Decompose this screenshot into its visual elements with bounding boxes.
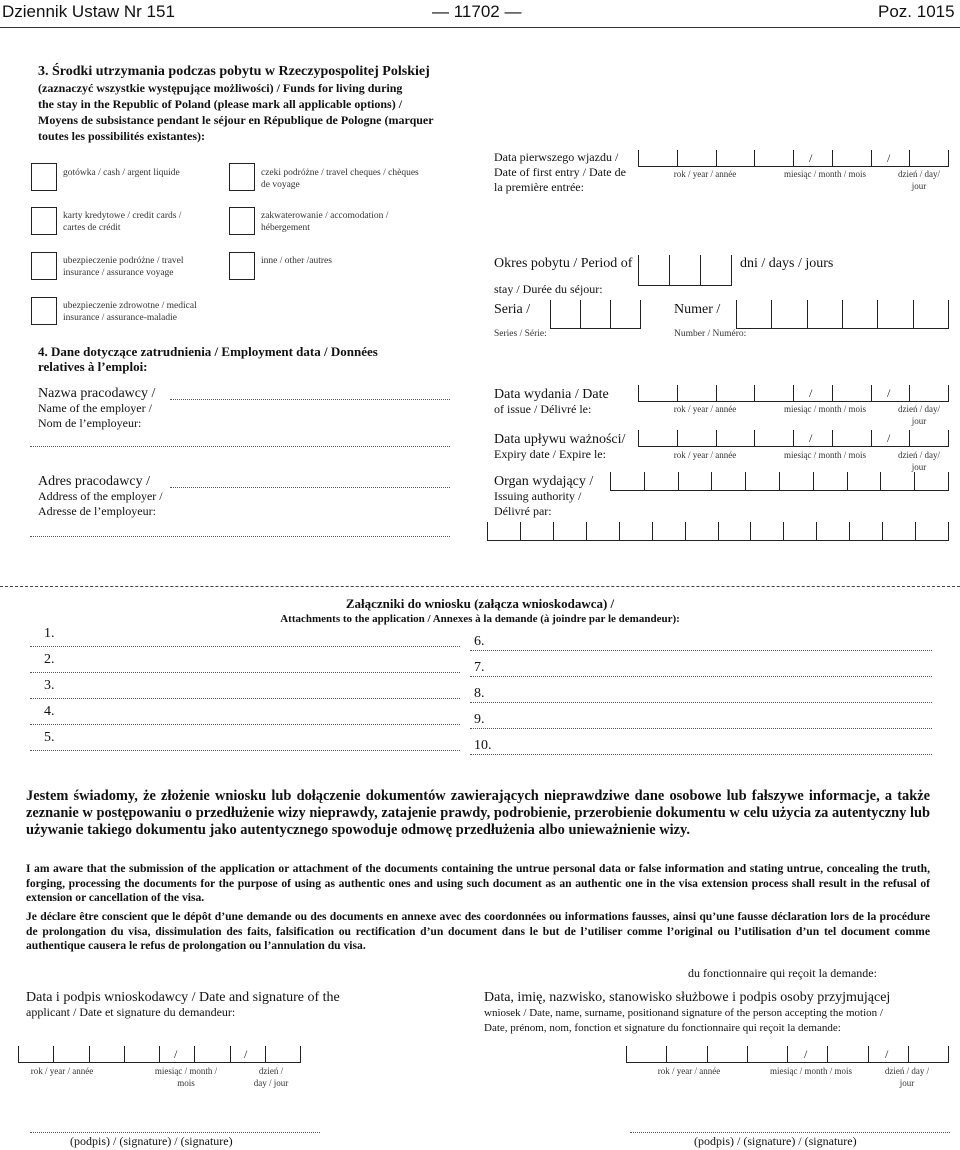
- date-tick: [832, 430, 833, 447]
- employer-address-label: [38, 474, 288, 519]
- field-tick: [652, 522, 653, 541]
- attachment-line[interactable]: [30, 698, 460, 699]
- applicant-signature-label: [26, 990, 356, 1020]
- date-tick: [707, 1046, 708, 1063]
- date-separator: /: [809, 151, 813, 165]
- series-tick: [640, 300, 641, 329]
- page-number: — 11702 —: [432, 2, 522, 21]
- date-tick: [716, 150, 717, 167]
- first-entry-line: Date of first entry / Date de: [494, 165, 626, 179]
- authority-label-line: Délivré par:: [494, 504, 552, 518]
- date-tick: [716, 385, 717, 402]
- year-caption: rok / year / année: [673, 450, 737, 460]
- field-tick: [882, 522, 883, 541]
- date-tick: [53, 1046, 54, 1063]
- date-separator: /: [887, 431, 891, 445]
- journal-name: Dziennik Ustaw Nr 151: [2, 2, 175, 21]
- attachment-number: 7.: [474, 660, 485, 675]
- applicant-signature-line[interactable]: [30, 1132, 320, 1133]
- authority-label-line: Organ wydający /: [494, 474, 594, 489]
- month-caption: miesiąc / month / mois: [784, 404, 866, 414]
- date-separator: /: [887, 151, 891, 165]
- date-tick: [677, 430, 678, 447]
- date-separator: /: [885, 1047, 889, 1061]
- day-caption: dzień / day/: [898, 450, 940, 460]
- field-tick: [644, 472, 645, 491]
- cut-line: [0, 586, 960, 587]
- option-medical-line: insurance / assurance-maladie: [63, 313, 177, 323]
- employer-label-line: Nom de l’employeur:: [38, 416, 142, 430]
- declaration-fr: Je déclare être conscient que le dépôt d’une demande ou des documents en annexe avec des coordonnées ou informations fausses, ainsi qu’une fausse déclaration lors de la procédure de prolongation du visa, dissimulation des faits, falsification ou rectification d’un document dans le but de l’utiliser comme l’original ou l’utilisation d’un tel document comme authentique causera le refus de prolongation ou l’annulation du visa.: [26, 910, 930, 952]
- option-cheques-label: [261, 167, 419, 191]
- first-entry-line: Data pierwszego wjazdu /: [494, 150, 619, 164]
- attachment-line[interactable]: [470, 650, 932, 651]
- option-accom-label: [261, 210, 388, 234]
- field-tick: [783, 522, 784, 541]
- date-tick: [909, 430, 910, 447]
- option-travel-ins-line: ubezpieczenie podróżne / travel: [63, 256, 184, 266]
- date-tick: [638, 385, 639, 402]
- option-cheques-line: de voyage: [261, 180, 300, 190]
- date-tick: [948, 430, 949, 447]
- month-caption-2: mois: [177, 1078, 195, 1088]
- attachment-number: 4.: [44, 704, 55, 719]
- section-3-title-line: 3. Środki utrzymania podczas pobytu w Rzeczypospolitej Polskiej: [38, 64, 430, 79]
- year-caption: rok / year / année: [30, 1066, 94, 1076]
- date-tick: [677, 385, 678, 402]
- month-caption: miesiąc / month /: [154, 1066, 218, 1076]
- option-medical-label: [63, 300, 197, 324]
- field-tick: [847, 472, 848, 491]
- official-signature-caption: (podpis) / (signature) / (signature): [694, 1134, 857, 1148]
- attachment-number: 10.: [474, 738, 492, 753]
- section-3-title: [38, 64, 488, 144]
- number-label: Numer /: [674, 302, 721, 317]
- date-tick: [89, 1046, 90, 1063]
- date-tick: [948, 150, 949, 167]
- date-tick: [871, 150, 872, 167]
- option-travel-ins-label: [63, 255, 184, 279]
- date-separator: /: [244, 1047, 248, 1061]
- series-label: Seria /: [494, 302, 531, 317]
- attachment-line[interactable]: [30, 724, 460, 725]
- date-tick: [827, 1046, 828, 1063]
- header-rule: [0, 27, 960, 28]
- date-tick: [300, 1046, 301, 1063]
- official-label-line: Date, prénom, nom, fonction et signature du fonctionnaire qui reçoit la demande:: [484, 1022, 841, 1034]
- field-tick: [711, 472, 712, 491]
- field-tick: [745, 472, 746, 491]
- official-signature-label: [484, 990, 954, 1036]
- field-tick: [779, 472, 780, 491]
- employer-label-line: Nazwa pracodawcy /: [38, 386, 156, 401]
- attachment-number: 9.: [474, 712, 485, 727]
- field-tick: [553, 522, 554, 541]
- date-tick: [909, 150, 910, 167]
- attachment-number: 8.: [474, 686, 485, 701]
- day-caption: dzień / day/: [898, 169, 940, 179]
- address-label-line: Adresse de l’employeur:: [38, 504, 156, 518]
- date-tick: [793, 430, 794, 447]
- attachment-number: 6.: [474, 634, 485, 649]
- number-sublabel: Number / Numéro:: [674, 329, 747, 339]
- field-tick: [880, 472, 881, 491]
- field-tick: [685, 522, 686, 541]
- date-tick: [677, 150, 678, 167]
- expiry-label-line: Expiry date / Expire le:: [494, 447, 606, 461]
- date-tick: [909, 385, 910, 402]
- date-tick: [638, 430, 639, 447]
- expiry-label-line: Data upływu ważności/: [494, 432, 626, 447]
- field-tick: [487, 522, 488, 541]
- section-3-title-line: Moyens de subsistance pendant le séjour en République de Pologne (marquer: [38, 113, 434, 127]
- issue-label-line: of issue / Délivré le:: [494, 402, 592, 416]
- field-tick: [948, 472, 949, 491]
- attachment-number: 2.: [44, 652, 55, 667]
- field-tick: [736, 300, 737, 329]
- year-caption: rok / year / année: [673, 169, 737, 179]
- official-label-line: Data, imię, nazwisko, stanowisko służbowe i podpis osoby przyjmującej: [484, 990, 891, 1005]
- applicant-label-line: applicant / Date et signature du demandeur:: [26, 1005, 236, 1019]
- date-tick: [747, 1046, 748, 1063]
- option-cheques-line: czeki podróżne / travel cheques / chèques: [261, 168, 419, 178]
- month-caption: miesiąc / month / mois: [784, 450, 866, 460]
- option-cash-label: gotówka / cash / argent liquide: [63, 168, 180, 178]
- attachment-line[interactable]: [470, 702, 932, 703]
- option-travel-ins-line: insurance / assurance voyage: [63, 268, 174, 278]
- checkbox-other[interactable]: [229, 252, 255, 280]
- day-caption-2: day / jour: [253, 1078, 289, 1088]
- date-tick: [793, 150, 794, 167]
- attachment-line[interactable]: [30, 750, 460, 751]
- date-tick: [754, 385, 755, 402]
- field-tick: [807, 300, 808, 329]
- date-tick: [194, 1046, 195, 1063]
- date-tick: [638, 150, 639, 167]
- attachment-number: 3.: [44, 678, 55, 693]
- date-tick: [832, 150, 833, 167]
- employer-name-label: [38, 386, 288, 431]
- month-caption: miesiąc / month / mois: [784, 169, 866, 179]
- date-tick: [871, 430, 872, 447]
- stay-tick: [700, 255, 701, 286]
- employer-label-line: Name of the employer /: [38, 401, 152, 415]
- field-tick: [520, 522, 521, 541]
- declaration-pl: Jestem świadomy, że złożenie wniosku lub dołączenie dokumentów zawierających nieprawdziwe dane osobowe lub fałszywe informacje, a także zeznanie w postępowaniu o przedłużenie wizy nieprawdy, zatajenie prawdy, podrobienie, przerobienie dokumentu w celu użycia za autentyczny lub używanie takiego dokumentu jako autentycznego spowoduje odmowę przedłużenia albo unieważnienie wizy.: [26, 788, 930, 838]
- attachment-line[interactable]: [30, 646, 460, 647]
- series-sublabel: Series / Série:: [494, 329, 547, 339]
- date-tick: [124, 1046, 125, 1063]
- year-caption: rok / year / année: [657, 1066, 721, 1076]
- day-caption: dzień /: [258, 1066, 284, 1076]
- date-tick: [871, 385, 872, 402]
- issue-date-label: [494, 387, 609, 417]
- date-tick: [265, 1046, 266, 1063]
- section-4-title: [38, 344, 378, 374]
- day-caption-2: jour: [911, 416, 927, 426]
- attachment-number: 5.: [44, 730, 55, 745]
- date-tick: [832, 385, 833, 402]
- address-label-line: Adres pracodawcy /: [38, 474, 150, 489]
- field-tick: [948, 522, 949, 541]
- checkbox-medical-insurance[interactable]: [31, 297, 57, 325]
- date-tick: [948, 385, 949, 402]
- attachments-title: Załączniki do wniosku (załącza wnioskodawca) /: [345, 596, 615, 611]
- attachment-line[interactable]: [30, 672, 460, 673]
- authority-label: [494, 474, 593, 519]
- option-cards-line: cartes de crédit: [63, 223, 121, 233]
- field-tick: [849, 522, 850, 541]
- section-3-title-line: the stay in the Republic of Poland (please mark all applicable options) /: [38, 97, 403, 111]
- field-tick: [914, 472, 915, 491]
- section-4-title-line: relatives à l’emploi:: [38, 359, 148, 374]
- year-caption: rok / year / année: [673, 404, 737, 414]
- first-entry-label: [494, 150, 626, 195]
- applicant-label-line: Data i podpis wnioskodawcy / Date and signature of the: [26, 990, 340, 1005]
- employer-name-field[interactable]: [170, 399, 450, 400]
- day-caption: dzień / day/: [898, 404, 940, 414]
- series-tick: [550, 300, 551, 329]
- month-caption: miesiąc / month / mois: [770, 1066, 852, 1076]
- employer-address-field-2[interactable]: [30, 536, 450, 537]
- attachments-subtitle: Attachments to the application / Annexes à la demande (à joindre par le demandeur):: [280, 613, 680, 625]
- option-accom-line: zakwaterowanie / accomodation /: [261, 211, 389, 221]
- applicant-signature-caption: (podpis) / (signature) / (signature): [70, 1134, 233, 1148]
- date-tick: [716, 430, 717, 447]
- date-tick: [868, 1046, 869, 1063]
- field-tick: [913, 300, 914, 329]
- date-tick: [793, 385, 794, 402]
- checkbox-credit-cards[interactable]: [31, 207, 57, 235]
- field-tick: [586, 522, 587, 541]
- date-tick: [666, 1046, 667, 1063]
- position-number: Poz. 1015: [878, 2, 955, 21]
- date-separator: /: [809, 386, 813, 400]
- checkbox-travel-insurance[interactable]: [31, 252, 57, 280]
- stay-period-label: Okres pobytu / Period of: [494, 256, 633, 271]
- date-tick: [754, 430, 755, 447]
- field-tick: [816, 522, 817, 541]
- date-tick: [908, 1046, 909, 1063]
- field-tick: [771, 300, 772, 329]
- address-label-line: Address of the employer /: [38, 489, 163, 503]
- date-tick: [787, 1046, 788, 1063]
- field-tick: [610, 472, 611, 491]
- field-tick: [718, 522, 719, 541]
- attachment-line[interactable]: [470, 754, 932, 755]
- series-tick: [580, 300, 581, 329]
- field-tick: [619, 522, 620, 541]
- day-caption: dzień / day /: [884, 1066, 930, 1076]
- series-tick: [610, 300, 611, 329]
- section-4-title-line: 4. Dane dotyczące zatrudnienia / Employment data / Données: [38, 344, 378, 359]
- first-entry-line: la première entrée:: [494, 180, 584, 194]
- official-signature-line[interactable]: [630, 1132, 950, 1133]
- checkbox-cash[interactable]: [31, 163, 57, 191]
- stay-tick: [669, 255, 670, 286]
- field-tick: [842, 300, 843, 329]
- day-caption-2: jour: [911, 462, 927, 472]
- expiry-date-label: [494, 432, 625, 462]
- field-tick: [877, 300, 878, 329]
- day-caption-2: jour: [911, 181, 927, 191]
- attachment-number: 1.: [44, 626, 55, 641]
- stay-period-label-2: stay / Durée du séjour:: [494, 282, 603, 296]
- issue-label-line: Data wydania / Date: [494, 387, 609, 402]
- series-field[interactable]: [550, 328, 640, 329]
- declaration-en: I am aware that the submission of the application or attachment of the documents containing the untrue personal data or false information and stating untrue, concealing the truth, forging, processing the documents for the purpose of using as authentic ones and using such document as an authentic one in the visa extension process shall result in the refusal of extension or cancellation of the visa.: [26, 862, 930, 904]
- field-tick: [813, 472, 814, 491]
- official-label-line: wniosek / Date, name, surname, positionand signature of the person accepting the motion /: [484, 1007, 883, 1019]
- date-tick: [230, 1046, 231, 1063]
- stay-days-field[interactable]: [638, 285, 732, 286]
- day-caption-2: jour: [899, 1078, 915, 1088]
- checkbox-travel-cheques[interactable]: [229, 163, 255, 191]
- date-separator: /: [804, 1047, 808, 1061]
- date-tick: [626, 1046, 627, 1063]
- days-unit-label: dni / days / jours: [740, 256, 834, 271]
- option-accom-line: hébergement: [261, 223, 310, 233]
- stay-tick: [731, 255, 732, 286]
- stay-tick: [638, 255, 639, 286]
- employer-address-field[interactable]: [170, 487, 450, 488]
- employer-name-field-2[interactable]: [30, 446, 450, 447]
- field-tick: [948, 300, 949, 329]
- field-tick: [750, 522, 751, 541]
- field-tick: [915, 522, 916, 541]
- checkbox-accommodation[interactable]: [229, 207, 255, 235]
- option-cards-line: karty kredytowe / credit cards /: [63, 211, 182, 221]
- date-tick: [948, 1046, 949, 1063]
- date-tick: [159, 1046, 160, 1063]
- field-tick: [678, 472, 679, 491]
- section-3-title-line: (zaznaczyć wszystkie występujące możliwości) / Funds for living during: [38, 81, 403, 95]
- date-separator: /: [887, 386, 891, 400]
- date-tick: [18, 1046, 19, 1063]
- option-other-label: inne / other /autres: [261, 256, 332, 266]
- declaration-fr-tail: du fonctionnaire qui reçoit la demande:: [688, 966, 877, 980]
- date-tick: [754, 150, 755, 167]
- option-medical-line: ubezpieczenie zdrowotne / medical: [63, 301, 197, 311]
- attachment-line[interactable]: [470, 728, 932, 729]
- date-separator: /: [174, 1047, 178, 1061]
- section-3-title-line: toutes les possibilités existantes):: [38, 129, 205, 143]
- authority-label-line: Issuing authority /: [494, 489, 582, 503]
- attachment-line[interactable]: [470, 676, 932, 677]
- option-cards-label: [63, 210, 181, 234]
- date-separator: /: [809, 431, 813, 445]
